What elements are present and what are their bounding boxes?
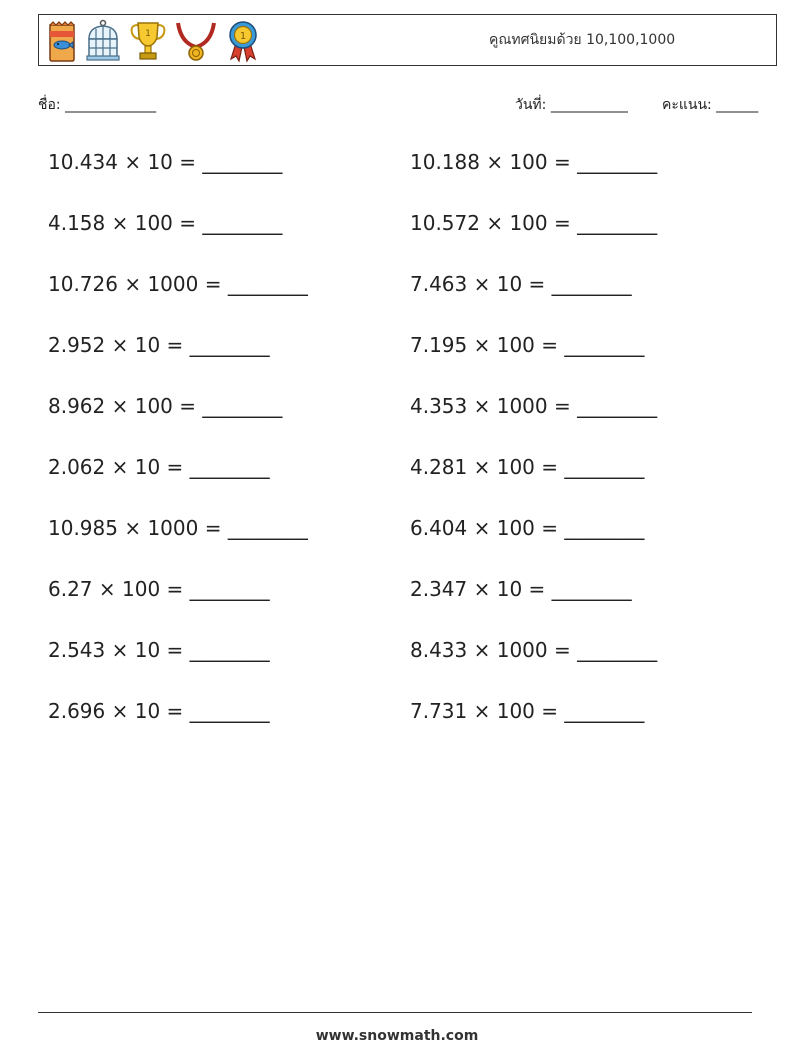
problem-13: 10.985 × 1000 = ________ [48, 516, 308, 540]
problem-7: 2.952 × 10 = ________ [48, 333, 270, 357]
medal-icon [175, 19, 217, 63]
problem-grid [48, 145, 748, 755]
worksheet-title: คูณทศนิยมด้วย 10,100,1000 [489, 32, 676, 48]
problem-1: 10.434 × 10 = ________ [48, 150, 283, 174]
score-field: คะแนน: ______ [662, 97, 759, 113]
header-icons [47, 19, 261, 63]
bird-cage-icon [85, 19, 121, 63]
svg-text:1: 1 [239, 31, 247, 42]
date-field: วันที่: ___________ [515, 97, 628, 113]
problem-3: 4.158 × 100 = ________ [48, 211, 283, 235]
problem-12: 4.281 × 100 = ________ [410, 455, 645, 479]
problem-19: 2.696 × 10 = ________ [48, 699, 270, 723]
problem-5: 10.726 × 1000 = ________ [48, 272, 308, 296]
problem-18: 8.433 × 1000 = ________ [410, 638, 658, 662]
problem-4: 10.572 × 100 = ________ [410, 211, 658, 235]
problem-6: 7.463 × 10 = ________ [410, 272, 632, 296]
footer-divider [38, 1012, 752, 1013]
svg-text:1: 1 [145, 29, 151, 39]
problem-17: 2.543 × 10 = ________ [48, 638, 270, 662]
footer-url: www.snowmath.com [315, 1028, 479, 1044]
problem-11: 2.062 × 10 = ________ [48, 455, 270, 479]
problem-8: 7.195 × 100 = ________ [410, 333, 645, 357]
trophy-icon [129, 19, 167, 63]
fish-food-bag-icon [47, 19, 77, 63]
problem-9: 8.962 × 100 = ________ [48, 394, 283, 418]
problem-16: 2.347 × 10 = ________ [410, 577, 632, 601]
problem-2: 10.188 × 100 = ________ [410, 150, 658, 174]
name-field: ชื่อ: _____________ [38, 97, 157, 113]
problem-14: 6.404 × 100 = ________ [410, 516, 645, 540]
problem-20: 7.731 × 100 = ________ [410, 699, 645, 723]
award-ribbon-icon [225, 19, 261, 63]
worksheet-header [38, 14, 777, 66]
problem-10: 4.353 × 1000 = ________ [410, 394, 658, 418]
problem-15: 6.27 × 100 = ________ [48, 577, 270, 601]
